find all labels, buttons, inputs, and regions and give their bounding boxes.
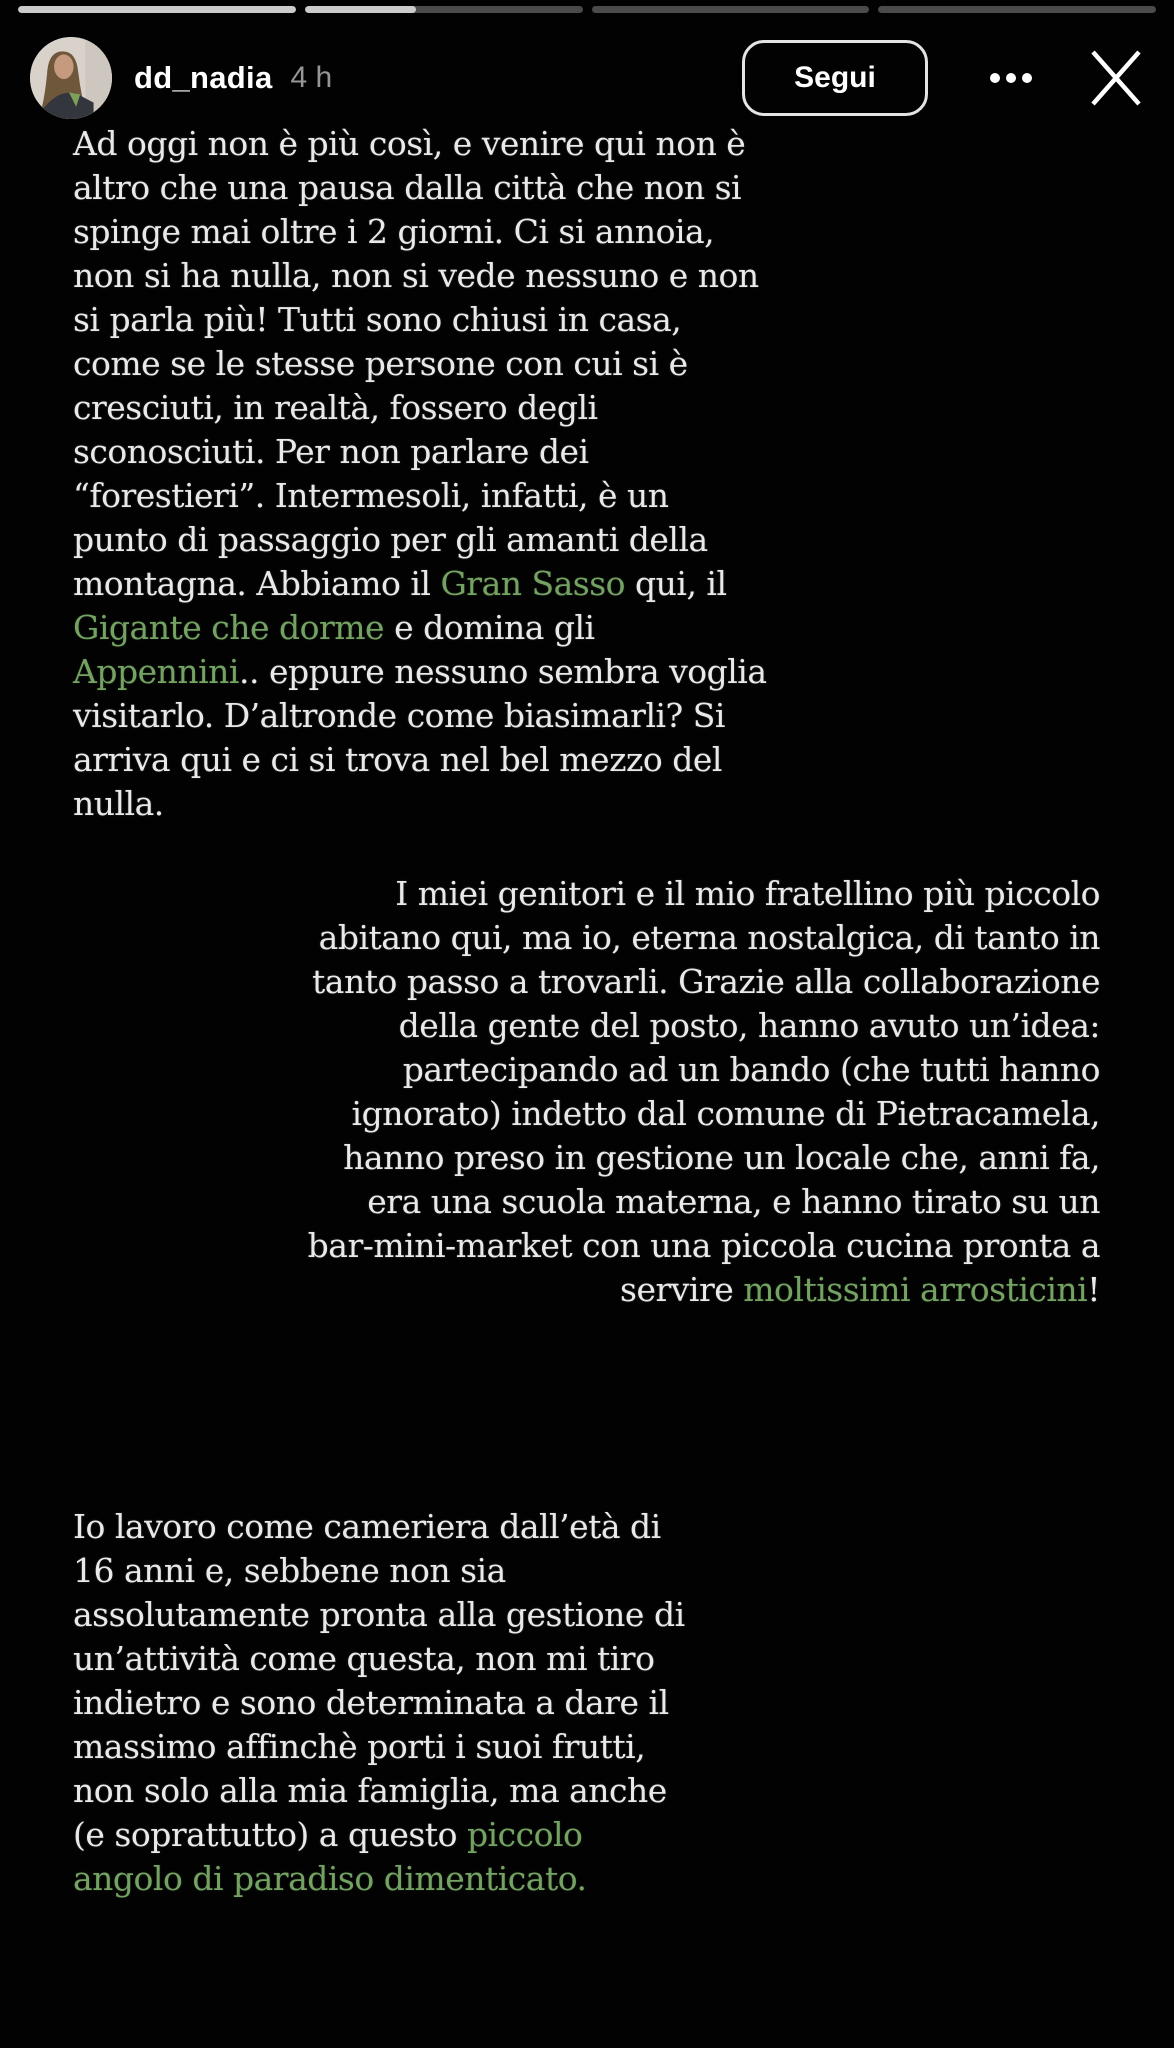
story-text-line	[73, 518, 767, 562]
avatar[interactable]	[30, 37, 112, 119]
story-text-block	[73, 122, 767, 826]
story-text: tanto passo a trovarli. Grazie alla collaborazione	[312, 962, 1100, 1001]
story-progress-bar	[18, 6, 1156, 13]
highlighted-text: Gran Sasso	[440, 564, 626, 603]
progress-segment	[592, 6, 870, 13]
progress-segment-fill	[305, 6, 416, 13]
close-icon	[1088, 48, 1144, 108]
story-text-line	[308, 1136, 1100, 1180]
story-text: abitano qui, ma io, eterna nostalgica, di tanto in	[318, 918, 1100, 957]
story-text-line	[73, 1637, 685, 1681]
highlighted-text: moltissimi arrosticini	[743, 1270, 1088, 1309]
progress-segment	[305, 6, 583, 13]
story-text: e domina gli	[384, 608, 595, 647]
story-text-line	[73, 1549, 685, 1593]
progress-segment-fill	[18, 6, 296, 13]
story-text: della gente del posto, hanno avuto un’idea:	[398, 1006, 1100, 1045]
story-text-block	[73, 1505, 685, 1901]
story-text-line	[73, 1857, 685, 1901]
story-text: cresciuti, in realtà, fossero degli	[73, 388, 598, 427]
story-text-line	[308, 1048, 1100, 1092]
story-text: era una scuola materna, e hanno tirato su un	[367, 1182, 1100, 1221]
story-text: indietro e sono determinata a dare il	[73, 1683, 669, 1722]
story-text-line	[73, 166, 767, 210]
story-text-line	[308, 1004, 1100, 1048]
close-button[interactable]	[1084, 44, 1148, 112]
story-text-block	[308, 872, 1100, 1312]
story-text: partecipando ad un bando (che tutti hanno	[402, 1050, 1100, 1089]
story-header	[30, 34, 1148, 122]
story-text-line	[73, 474, 767, 518]
story-text: bar-mini-market con una piccola cucina pronta a	[307, 1226, 1100, 1265]
story-text-line	[73, 694, 767, 738]
follow-button[interactable]: Segui	[742, 40, 928, 116]
story-text: Ad oggi non è più così, e venire qui non è	[73, 124, 746, 163]
story-text: hanno preso in gestione un locale che, anni fa,	[343, 1138, 1100, 1177]
progress-segment	[878, 6, 1156, 13]
story-text-line	[308, 1092, 1100, 1136]
story-text-line	[73, 122, 767, 166]
story-timestamp: 4 h	[290, 61, 333, 94]
story-text: ignorato) indetto dal comune di Pietracamela,	[351, 1094, 1100, 1133]
highlighted-text: angolo di paradiso dimenticato.	[73, 1859, 587, 1898]
story-text: arriva qui e ci si trova nel bel mezzo del	[73, 740, 722, 779]
story-text-line	[73, 1769, 685, 1813]
story-text: nulla.	[73, 784, 164, 823]
story-text-line	[73, 254, 767, 298]
story-text-line	[73, 1813, 685, 1857]
highlighted-text: Gigante che dorme	[73, 608, 385, 647]
progress-segment	[18, 6, 296, 13]
story-text-line	[73, 1505, 685, 1549]
story-text-line	[73, 606, 767, 650]
story-text-line	[73, 650, 767, 694]
story-text: .. eppure nessuno sembra voglia	[238, 652, 767, 691]
story-text-line	[308, 1268, 1100, 1312]
story-text: punto di passaggio per gli amanti della	[73, 520, 708, 559]
story-text-line	[73, 430, 767, 474]
story-text-line	[73, 386, 767, 430]
story-text: un’attività come questa, non mi tiro	[73, 1639, 655, 1678]
story-text-line	[308, 960, 1100, 1004]
story-text: si parla più! Tutti sono chiusi in casa,	[73, 300, 682, 339]
story-text-line	[308, 1180, 1100, 1224]
story-text-line	[73, 562, 767, 606]
story-text-line	[308, 1224, 1100, 1268]
story-text: qui, il	[625, 564, 727, 603]
story-text-line	[73, 210, 767, 254]
story-text-line	[308, 872, 1100, 916]
story-text-line	[73, 738, 767, 782]
story-text: non si ha nulla, non si vede nessuno e non	[73, 256, 759, 295]
story-text: massimo affinchè porti i suoi frutti,	[73, 1727, 646, 1766]
story-text: Io lavoro come cameriera dall’età di	[73, 1507, 661, 1546]
story-text-line	[73, 1593, 685, 1637]
story-text: servire	[620, 1270, 744, 1309]
username[interactable]: dd_nadia	[134, 60, 273, 95]
story-text: montagna. Abbiamo il	[73, 564, 441, 603]
story-text-line	[308, 916, 1100, 960]
story-text-line	[73, 342, 767, 386]
story-text: non solo alla mia famiglia, ma anche	[73, 1771, 667, 1810]
highlighted-text: Appennini	[73, 652, 239, 691]
story-text: come se le stesse persone con cui si è	[73, 344, 688, 383]
story-text-line	[73, 1681, 685, 1725]
story-text: altro che una pausa dalla città che non si	[73, 168, 742, 207]
story-text-line	[73, 782, 767, 826]
story-text-line	[73, 1725, 685, 1769]
story-text: assolutamente pronta alla gestione di	[73, 1595, 685, 1634]
story-text: spinge mai oltre i 2 giorni. Ci si annoia,	[73, 212, 715, 251]
avatar-photo	[30, 37, 112, 119]
story-text: sconosciuti. Per non parlare dei	[73, 432, 589, 471]
story-text: !	[1087, 1270, 1100, 1309]
story-text: “forestieri”. Intermesoli, infatti, è un	[73, 476, 669, 515]
story-text: (e soprattutto) a questo	[73, 1815, 467, 1854]
story-text-line	[73, 298, 767, 342]
story-text: I miei genitori e il mio fratellino più piccolo	[395, 874, 1100, 913]
story-text: 16 anni e, sebbene non sia	[73, 1551, 506, 1590]
story-text: visitarlo. D’altronde come biasimarli? Si	[73, 696, 725, 735]
more-options-icon	[990, 73, 1000, 83]
highlighted-text: piccolo	[466, 1815, 583, 1854]
more-options-button[interactable]	[984, 67, 1038, 89]
